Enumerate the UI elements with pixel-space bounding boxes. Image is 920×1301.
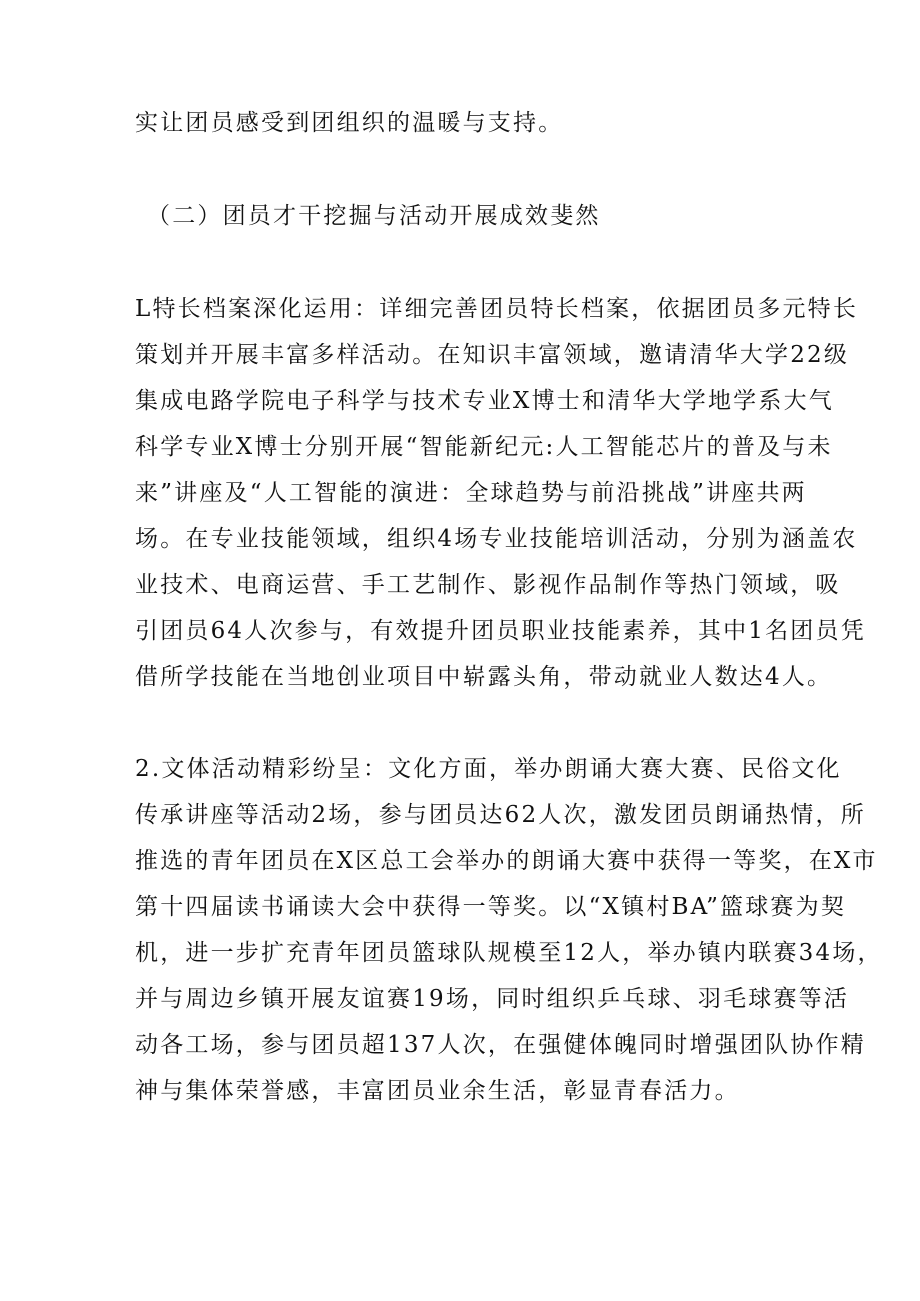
paragraph1-line-3: 集成电路学院电子科学与技术专业X博士和清华大学地学系大气 (135, 388, 834, 414)
paragraph2-line-2: 传承讲座等活动2场，参与团员达62人次，激发团员朗诵热情，所 (135, 802, 866, 828)
section-heading: （二）团员才干挖掘与活动开展成效斐然 (147, 203, 601, 229)
paragraph1-line-1: L特长档案深化运用：详细完善团员特长档案，依据团员多元特长 (135, 296, 859, 322)
paragraph2-line-6: 并与周边乡镇开展友谊赛19场，同时组织乒乓球、羽毛球赛等活 (135, 986, 850, 1012)
paragraph2-line-4: 第十四届读书诵读大会中获得一等奖。以“X镇村BA”篮球赛为契 (135, 894, 847, 920)
paragraph1-line-7: 业技术、电商运营、手工艺制作、影视作品制作等热门领域，吸 (135, 572, 841, 598)
paragraph1-line-9: 借所学技能在当地创业项目中崭露头角，带动就业人数达4人。 (135, 664, 833, 690)
paragraph1-line-5: 来”讲座及“人工智能的演进：全球趋势与前沿挑战”讲座共两 (135, 480, 807, 506)
paragraph2-line-5: 机，进一步扩充青年团员篮球队规模至12人，举办镇内联赛34场， (135, 940, 883, 966)
paragraph2-line-8: 神与集体荣誉感，丰富团员业余生活，彰显青春活力。 (135, 1078, 740, 1104)
paragraph1-line-4: 科学专业X博士分别开展“智能新纪元:人工智能芯片的普及与未 (135, 434, 833, 460)
paragraph2-line-3: 推选的青年团员在X区总工会举办的朗诵大赛中获得一等奖，在X市 (135, 848, 878, 874)
continuation-line: 实让团员感受到团组织的温暖与支持。 (135, 110, 564, 136)
paragraph2-line-1: 2.文体活动精彩纷呈：文化方面，举办朗诵大赛大赛、民俗文化 (135, 756, 842, 782)
paragraph2-line-7: 动各工场，参与团员超137人次，在强健体魄同时增强团队协作精 (135, 1032, 866, 1058)
paragraph1-line-2: 策划并开展丰富多样活动。在知识丰富领域，邀请清华大学22级 (135, 342, 850, 368)
paragraph1-line-8: 引团员64人次参与，有效提升团员职业技能素养，其中1名团员凭 (135, 618, 866, 644)
paragraph1-line-6: 场。在专业技能领域，组织4场专业技能培训活动，分别为涵盖农 (135, 526, 858, 552)
